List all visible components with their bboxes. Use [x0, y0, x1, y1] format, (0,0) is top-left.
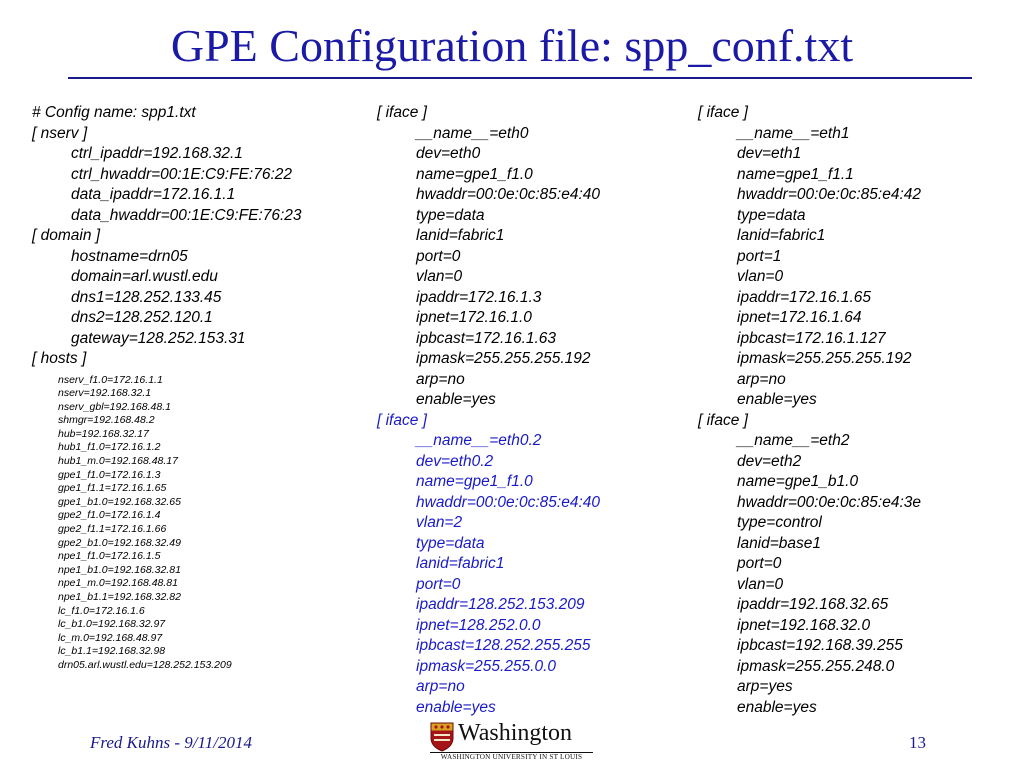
host-line: hub=192.168.32.17 [58, 427, 149, 440]
config-line: __name__=eth0 [416, 124, 529, 142]
config-line: ipnet=172.16.1.0 [416, 309, 532, 326]
config-line: hwaddr=00:0e:0c:85:e4:40 [416, 493, 600, 511]
host-line: drn05.arl.wustl.edu=128.252.153.209 [58, 658, 232, 671]
config-line: port=0 [416, 247, 461, 265]
config-line: lanid=fabric1 [416, 555, 505, 572]
host-line: gpe1_f1.0=172.16.1.3 [58, 468, 161, 481]
config-line: type=data [416, 206, 485, 224]
config-line: ipmask=255.255.248.0 [737, 657, 895, 675]
config-line: ipaddr=172.16.1.65 [737, 288, 872, 306]
config-column-2 [377, 103, 600, 718]
config-line: hwaddr=00:0e:0c:85:e4:42 [737, 186, 921, 203]
config-line: vlan=0 [737, 575, 784, 593]
config-column-3 [698, 103, 921, 718]
university-logo [430, 722, 595, 762]
host-line: lc_b1.1=192.168.32.98 [58, 645, 166, 658]
iface-section-header-highlighted: [ iface ] [377, 411, 427, 429]
config-line: enable=yes [416, 698, 496, 716]
config-line: ipbcast=192.168.39.255 [737, 637, 903, 654]
config-line: name=gpe1_f1.1 [737, 165, 854, 183]
config-line: ctrl_hwaddr=00:1E:C9:FE:76:22 [71, 165, 293, 183]
host-line: nserv_f1.0=172.16.1.1 [58, 373, 163, 386]
host-line: npe1_b1.1=192.168.32.82 [58, 591, 181, 603]
config-line: dev=eth0 [416, 145, 481, 162]
config-line: hostname=drn05 [71, 247, 188, 265]
config-line: ipbcast=172.16.1.63 [416, 329, 557, 347]
shield-icon [430, 722, 454, 752]
host-line: gpe1_f1.1=172.16.1.65 [58, 482, 167, 495]
title-divider [68, 77, 972, 79]
host-line: npe1_b1.0=192.168.32.81 [58, 563, 181, 576]
iface-eth2-section [698, 431, 921, 718]
iface-eth0-2-section [377, 431, 600, 718]
config-line: ipaddr=192.168.32.65 [737, 596, 889, 613]
config-line: hwaddr=00:0e:0c:85:e4:3e [737, 493, 921, 511]
config-line: ipmask=255.255.255.192 [416, 350, 591, 367]
config-name-line: # Config name: spp1.txt [32, 104, 196, 121]
hosts-section-header: [ hosts ] [32, 350, 87, 367]
host-line: gpe2_b1.0=192.168.32.49 [58, 536, 181, 549]
host-line: gpe1_b1.0=192.168.32.65 [58, 495, 181, 508]
config-column-1 [32, 103, 302, 673]
config-line: ipnet=192.168.32.0 [737, 616, 871, 634]
config-line: ctrl_ipaddr=192.168.32.1 [71, 145, 243, 162]
slide-title: GPE Configuration file: spp_conf.txt [170, 20, 854, 71]
config-line: vlan=0 [737, 268, 784, 285]
config-line: arp=no [416, 370, 465, 388]
nserv-section [32, 144, 302, 226]
iface-eth0-section [377, 124, 600, 411]
config-line: enable=yes [737, 698, 817, 716]
config-line: lanid=fabric1 [416, 227, 505, 244]
config-line: dev=eth2 [737, 452, 802, 470]
host-line: hub1_m.0=192.168.48.17 [58, 455, 178, 468]
config-line: port=0 [416, 575, 461, 593]
config-line: enable=yes [737, 391, 817, 408]
logo-subtitle: WASHINGTON UNIVERSITY IN ST LOUIS [430, 752, 593, 762]
config-line: dns1=128.252.133.45 [71, 288, 222, 306]
config-line: gateway=128.252.153.31 [71, 329, 246, 347]
iface-section-header: [ iface ] [698, 104, 748, 121]
host-line: npe1_f1.0=172.16.1.5 [58, 550, 161, 563]
config-line: arp=yes [737, 678, 793, 695]
host-line: shmgr=192.168.48.2 [58, 414, 155, 427]
config-line: __name__=eth2 [737, 432, 850, 449]
config-line: ipaddr=128.252.153.209 [416, 596, 585, 613]
hosts-section [32, 374, 302, 673]
host-line: npe1_m.0=192.168.48.81 [58, 577, 178, 590]
host-line: nserv_gbl=192.168.48.1 [58, 400, 171, 413]
config-line: port=0 [737, 555, 782, 572]
domain-section [32, 247, 302, 350]
config-line: port=1 [737, 247, 782, 265]
config-line: __name__=eth1 [737, 124, 850, 142]
host-line: hub1_f1.0=172.16.1.2 [58, 441, 161, 454]
iface-section-header: [ iface ] [698, 411, 748, 429]
iface-section-header: [ iface ] [377, 104, 427, 121]
config-line: ipmask=255.255.0.0 [416, 657, 557, 675]
config-line: vlan=0 [416, 268, 463, 285]
page-number: 13 [909, 733, 926, 752]
config-line: domain=arl.wustl.edu [71, 268, 218, 285]
host-line: nserv=192.168.32.1 [58, 387, 152, 400]
logo-wordmark: Washington [458, 720, 573, 746]
config-line: name=gpe1_f1.0 [416, 165, 533, 183]
config-line: name=gpe1_f1.0 [416, 473, 533, 490]
config-line: enable=yes [416, 391, 496, 408]
config-line: ipnet=128.252.0.0 [416, 616, 541, 634]
config-line: ipmask=255.255.255.192 [737, 350, 912, 367]
nserv-section-header: [ nserv ] [32, 124, 88, 142]
host-line: lc_b1.0=192.168.32.97 [58, 618, 166, 631]
config-line: dev=eth1 [737, 145, 802, 162]
iface-eth1-section [698, 124, 921, 411]
config-line: type=control [737, 514, 822, 531]
config-line: lanid=base1 [737, 534, 822, 552]
config-line: ipaddr=172.16.1.3 [416, 288, 542, 306]
config-line: dns2=128.252.120.1 [71, 309, 213, 326]
host-line: lc_m.0=192.168.48.97 [58, 631, 163, 644]
config-line: data_hwaddr=00:1E:C9:FE:76:23 [71, 206, 302, 224]
config-line: vlan=2 [416, 514, 463, 531]
config-line: type=data [737, 206, 806, 224]
host-line: gpe2_f1.1=172.16.1.66 [58, 523, 167, 536]
host-line: lc_f1.0=172.16.1.6 [58, 604, 145, 617]
config-line: arp=no [416, 678, 465, 695]
config-line: type=data [416, 534, 485, 552]
config-line: __name__=eth0.2 [416, 432, 542, 449]
config-line: hwaddr=00:0e:0c:85:e4:40 [416, 186, 600, 203]
domain-section-header: [ domain ] [32, 227, 101, 244]
footer-author-date: Fred Kuhns - 9/11/2014 [90, 733, 252, 752]
config-line: arp=no [737, 370, 786, 388]
config-line: name=gpe1_b1.0 [737, 473, 859, 490]
host-line: gpe2_f1.0=172.16.1.4 [58, 509, 161, 522]
config-line: ipnet=172.16.1.64 [737, 309, 862, 326]
config-line: ipbcast=172.16.1.127 [737, 329, 886, 347]
config-line: ipbcast=128.252.255.255 [416, 637, 591, 654]
config-line: data_ipaddr=172.16.1.1 [71, 186, 236, 203]
config-line: dev=eth0.2 [416, 452, 494, 470]
config-line: lanid=fabric1 [737, 227, 826, 244]
